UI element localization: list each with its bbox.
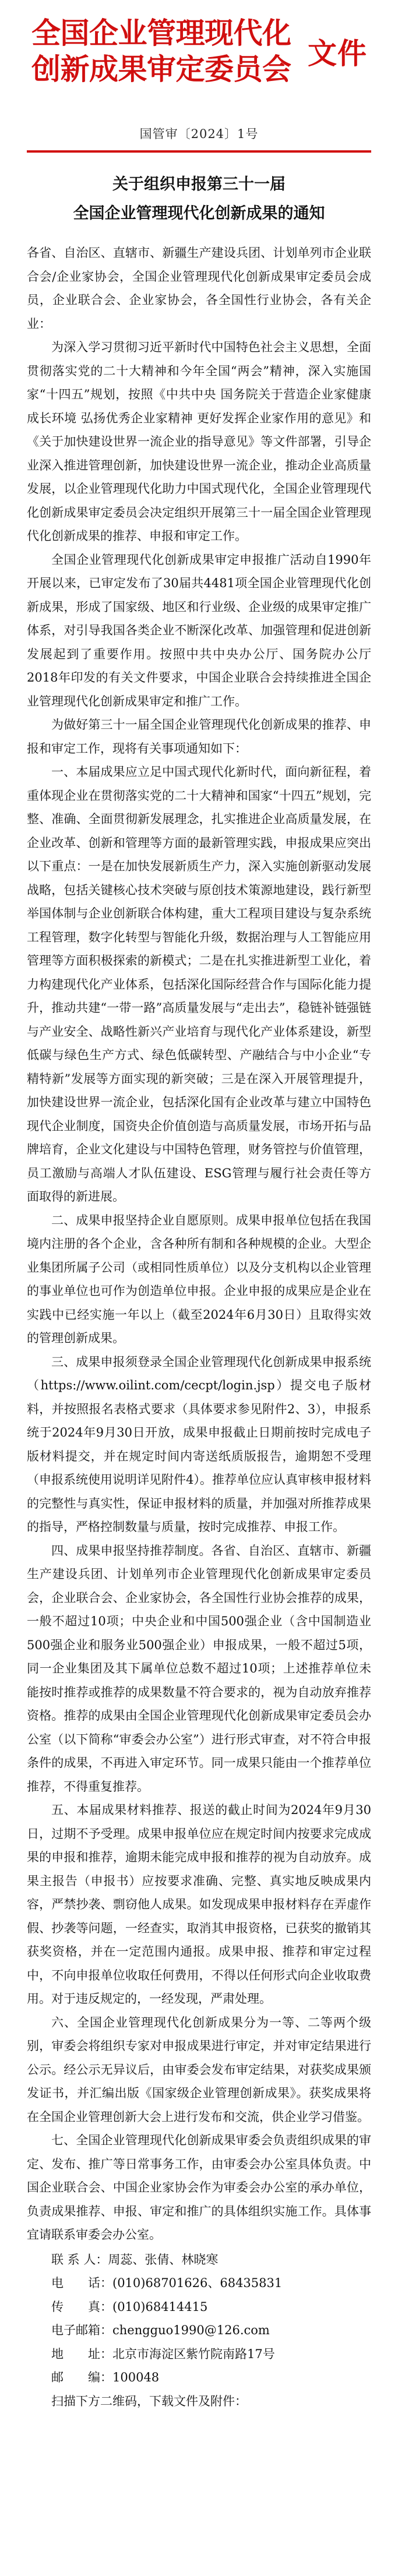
- salutation-paragraph: 各省、自治区、直辖市、新疆生产建设兵团、计划单列市企业联合会/企业家协会，全国企业管理现代化创新成果审定委员会成员，企业联合会、企业家协会，各全国性行业协会，各有关企业：: [27, 246, 371, 331]
- postcode-label: 邮 编：: [51, 2370, 112, 2384]
- contact-person-row: [27, 2248, 371, 2272]
- email-address[interactable]: chengguo1990@126.com: [112, 2323, 270, 2337]
- postcode-row: [27, 2366, 371, 2390]
- contact-information: [27, 2248, 371, 2413]
- fax-label: 传 真：: [51, 2299, 112, 2314]
- organization-name-line-1: 全国企业管理现代化: [31, 16, 291, 50]
- document-type-label: 文件: [308, 37, 367, 70]
- notice-title: [27, 170, 371, 228]
- body-paragraph: 二、成果申报坚持企业自愿原则。成果申报单位包括在我国境内注册的各个企业，含各种所有制和各种规模的企业。大型企业集团所属子公司（或相同性质单位）以及分支机构以企业管理的事业单位也可作为创造单位申报。企业申报的成果应是企业在实践中已经实施一年以上（截至2024年6月30日）且取得实效的管理创新成果。: [27, 1213, 371, 1345]
- red-divider-line: [27, 150, 371, 153]
- notice-body: [27, 241, 371, 2247]
- body-paragraph: 五、本届成果材料推荐、报送的截止时间为2024年9月30日，过期不予受理。成果申报单位应在规定时间内按要求完成成果的申报和推荐，逾期未能完成申报和推荐的视为自动放弃。成果主报告（申报书）应按要求准确、完整、真实地反映成果内容，严禁抄袭、剽窃他人成果。如发现成果申报材料存在弄虚作假、抄袭等问题，一经查实，取消其申报资格，已获奖的撤销其获奖资格，并在一定范围内通报。成果申报、推荐和审定过程中，不向申报单位收取任何费用，不得以任何形式向企业收取费用。对于违反规定的，一经发现，严肃处理。: [27, 1803, 371, 2006]
- notice-title-line-2: 全国企业管理现代化创新成果的通知: [73, 204, 325, 223]
- phone-row: [27, 2271, 371, 2295]
- phone-label: 电 话：: [51, 2276, 112, 2290]
- contact-person-label: 联 系 人：: [51, 2252, 108, 2267]
- body-paragraph: 为深入学习贯彻习近平新时代中国特色社会主义思想，全面贯彻落实党的二十大精神和今年全国“两会”精神，深入实施国家“十四五”规划，按照《中共中央 国务院关于营造企业家健康成长环境 弘扬优秀企业家精神 更好发挥企业家作用的意见》和《关于加快建设世界一流企业的指导意见》等文件部署，引导企业深入推进管理创新，加快建设世界一流企业，推动企业高质量发展，以企业管理现代化助力中国式现代化，全国企业管理现代化创新成果审定委员会决定组织开展第三十一届全国企业管理现代化创新成果的推荐、申报和审定工作。: [27, 340, 371, 543]
- fax-number: (010)68414415: [112, 2299, 208, 2314]
- document-masthead: [27, 15, 371, 119]
- address-row: [27, 2342, 371, 2366]
- body-paragraph: 四、成果申报坚持推荐制度。各省、自治区、直辖市、新疆生产建设兵团、计划单列市企业管理现代化创新成果审定委员会，企业联合会、企业家协会，各全国性行业协会推荐的成果，一般不超过10项；中央企业和中国500强企业（含中国制造业500强企业和服务业500强企业）申报成果，一般不超过5项，同一企业集团及其下属单位总数不超过10项；上述推荐单位未能按时推荐或推荐的成果数量不符合要求的，视为自动放弃推荐资格。推荐的成果由全国企业管理现代化创新成果审定委员会办公室（以下简称“审委会办公室”）进行形式审查，对不符合申报条件的成果，不再进入审定环节。同一成果只能由一个推荐单位推荐，不得重复推荐。: [27, 1543, 371, 1794]
- body-paragraph: 一、本届成果应立足中国式现代化新时代，面向新征程，着重体现企业在贯彻落实党的二十大精神和国家“十四五”规划，完整、准确、全面贯彻新发展理念，扎实推进企业高质量发展，在企业改革、创新和管理等方面的最新管理实践，申报成果应突出以下重点：一是在加快发展新质生产力，深入实施创新驱动发展战略，包括关键核心技术突破与原创技术策源地建设，践行新型举国体制与企业创新联合体构建，重大工程项目建设与复杂系统工程管理，数字化转型与智能化升级，数据治理与人工智能应用管理等方面积极探索的新模式；二是在扎实推进新型工业化，着力构建现代化产业体系，包括深化国际经营合作与国际化能力提升，推动共建“一带一路”高质量发展与“走出去”，稳链补链强链与产业安全、战略性新兴产业培育与现代化产业体系建设，新型低碳与绿色生产方式、绿色低碳转型、产融结合与中小企业“专精特新”发展等方面实现的新突破；三是在深入开展管理提升，加快建设世界一流企业，包括深化国有企业改革与建立中国特色现代企业制度，国资央企价值创造与高质量发展，市场开拓与品牌培育，企业文化建设与中国特色管理，财务管控与价值管理，员工激励与高端人才队伍建设、ESG管理与履行社会责任等方面取得的新进展。: [27, 765, 371, 1204]
- notice-title-line-1: 关于组织申报第三十一届: [112, 175, 286, 193]
- issuing-organization-name: [31, 15, 305, 87]
- document-number: 国管审〔2024〕1号: [139, 127, 259, 141]
- email-row: [27, 2319, 371, 2342]
- phone-number: (010)68701626、68435831: [112, 2276, 283, 2290]
- body-paragraph: 全国企业管理现代化创新成果审定申报推广活动自1990年开展以来，已审定发布了30届共4481项全国企业管理现代化创新成果，形成了国家级、地区和行业级、企业级的成果审定推广体系，对引导我国各类企业不断深化改革、加强管理和促进创新发展起到了重要作用。按照中共中央办公厅、国务院办公厅2018年印发的有关文件要求，中国企业联合会持续推进全国企业管理现代化创新成果审定和推广工作。: [27, 552, 371, 708]
- body-paragraph: 三、成果申报须登录全国企业管理现代化创新成果申报系统（https://www.oilint.com/cecpt/login.jsp）提交电子版材料，并按照报名表格式要求（具体要求参见附件2、3），申报系统于2024年9月30日开放，成果申报截止日期前按时完成电子版材料提交，并在规定时间内寄送纸质版报告，逾期恕不受理（申报系统使用说明详见附件4）。推荐单位应认真审核申报材料的完整性与真实性，保证申报材料的质量，并加强对所推荐成果的指导，严格控制数量与质量，按时完成推荐、申报工作。: [27, 1354, 371, 1534]
- body-paragraph: 为做好第三十一届全国企业管理现代化创新成果的推荐、申报和审定工作，现将有关事项通知如下：: [27, 718, 371, 756]
- organization-name-line-2: 创新成果审定委员会: [31, 52, 291, 86]
- body-paragraph: 七、全国企业管理现代化创新成果审委会负责组织成果的审定、发布、推广等日常事务工作，由审委会办公室具体负责。中国企业联合会、中国企业家协会作为审委会办公室的承办单位，负责成果推荐、申报、审定和推广的具体组织实施工作。具体事宜请联系审委会办公室。: [27, 2133, 371, 2242]
- qr-download-note: 扫描下方二维码，下载文件及附件：: [51, 2394, 247, 2408]
- body-paragraph: 六、全国企业管理现代化创新成果分为一等、二等两个级别，审委会将组织专家对申报成果进行审定，并对审定结果进行公示。经公示无异议后，由审委会发布审定结果，对获奖成果颁发证书，并汇编出版《国家级企业管理创新成果》。获奖成果将在全国企业管理创新大会上进行发布和交流，供企业学习借鉴。: [27, 2015, 371, 2124]
- postal-address: 北京市海淀区紫竹院南路17号: [112, 2346, 275, 2361]
- postcode-value: 100048: [112, 2370, 160, 2384]
- address-label: 地 址：: [51, 2346, 112, 2361]
- fax-row: [27, 2295, 371, 2319]
- email-label: 电子邮箱：: [51, 2323, 112, 2337]
- contact-person-names: 周蕊、张倩、林晓寒: [108, 2252, 219, 2267]
